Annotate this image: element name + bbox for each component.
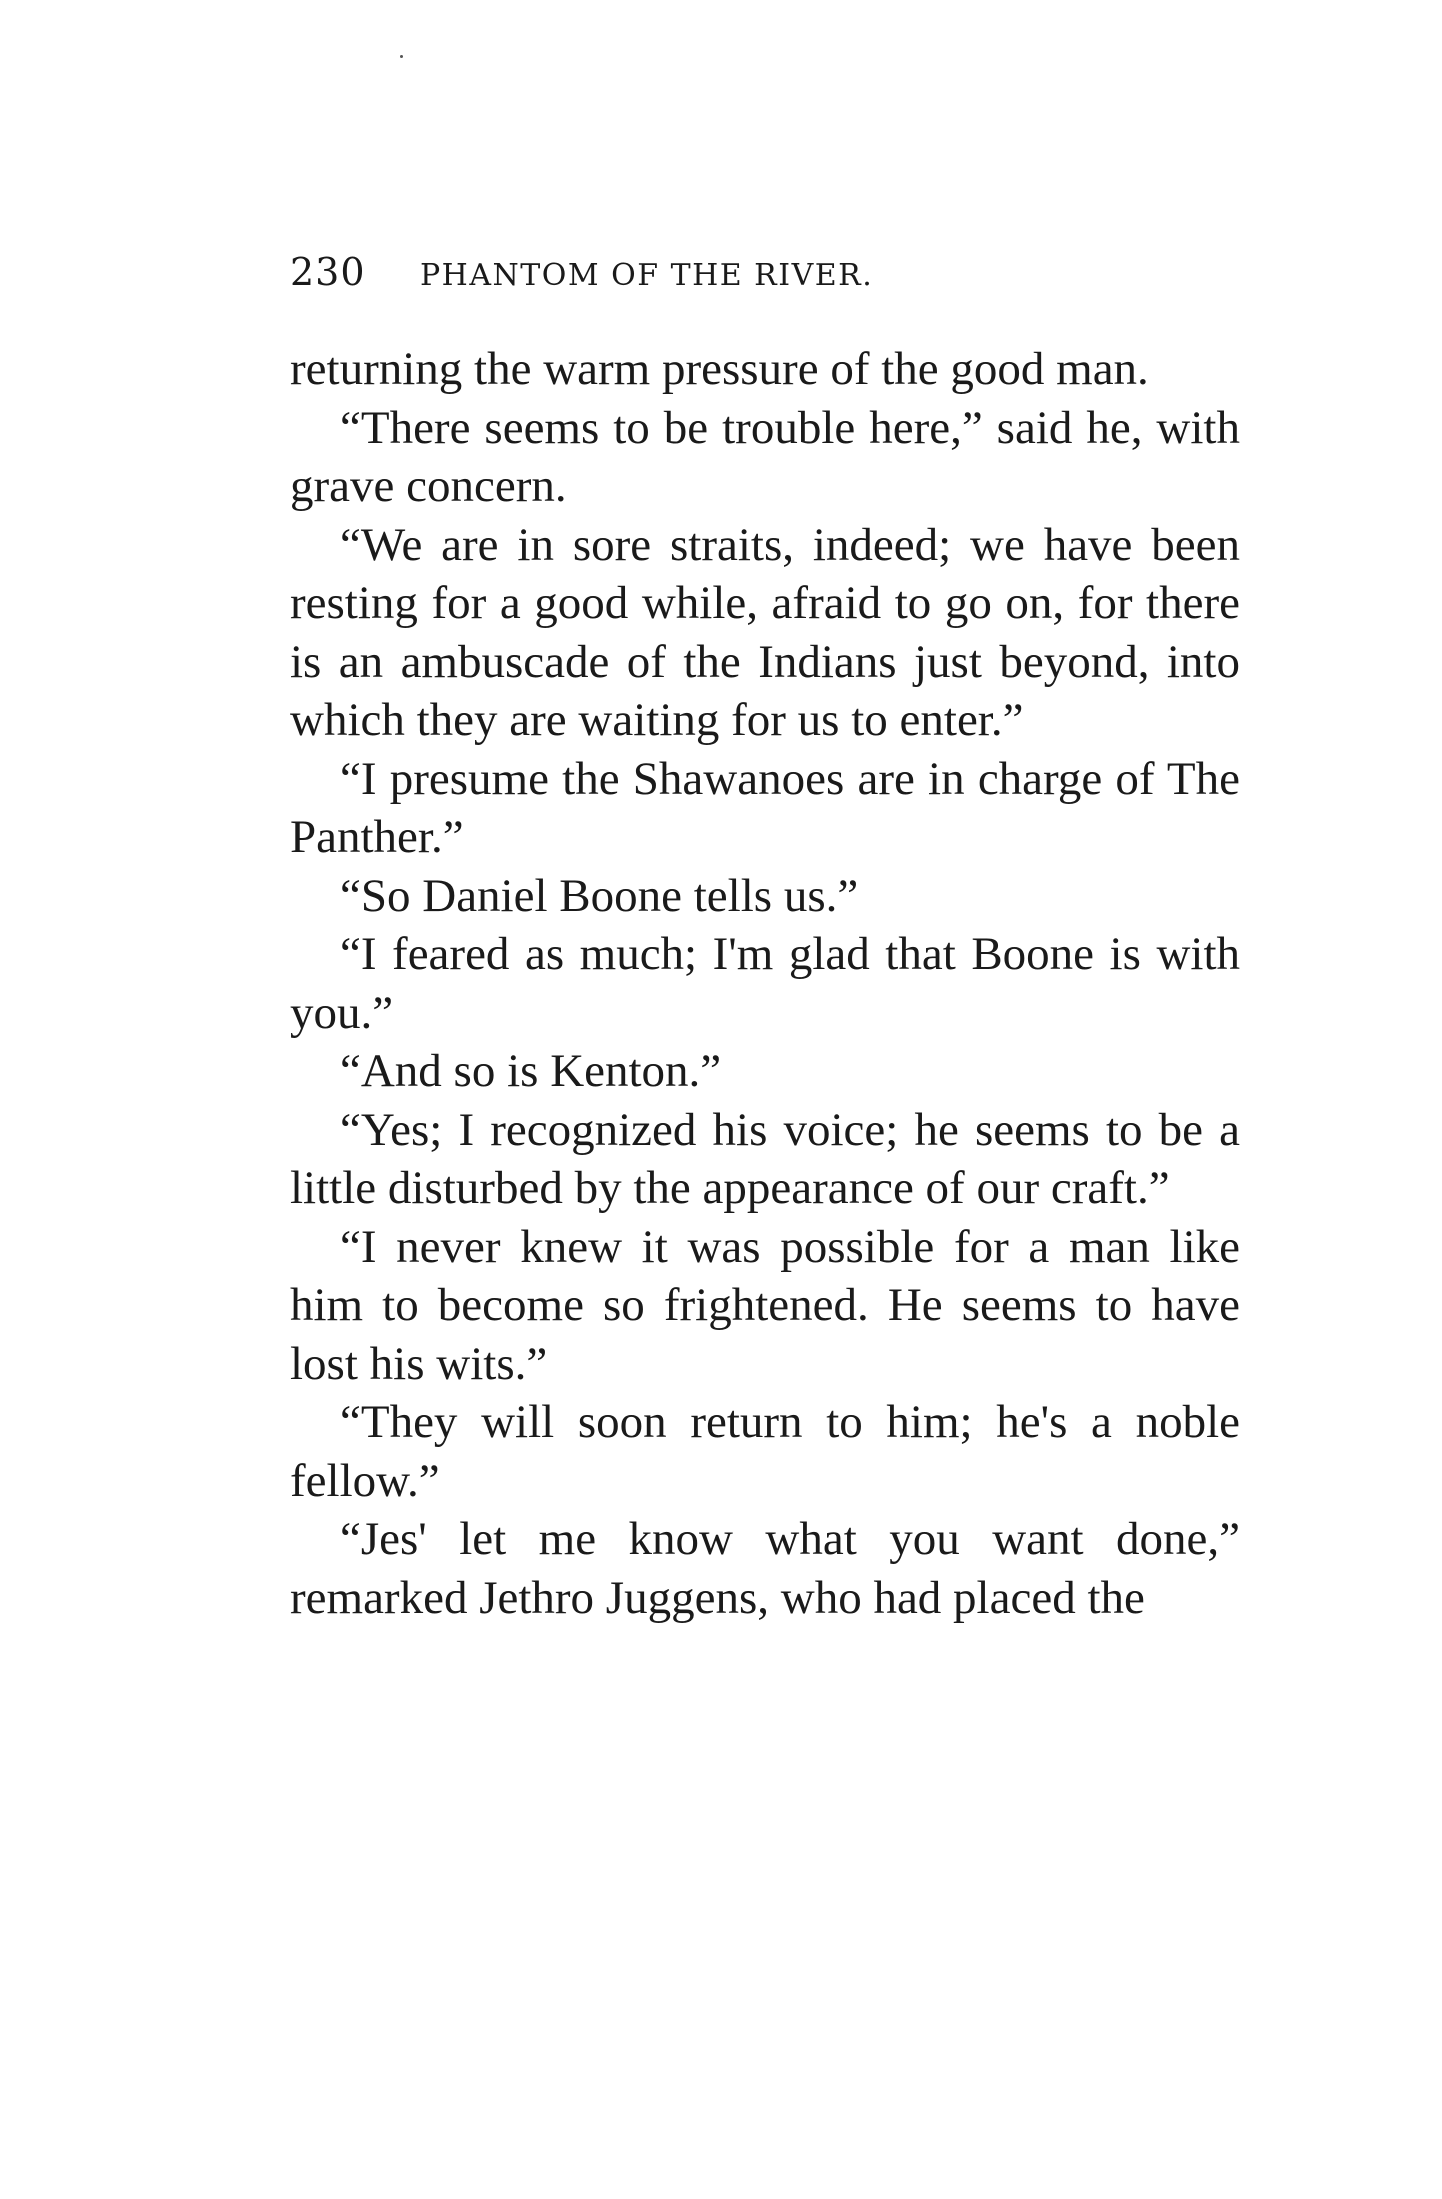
- paragraph: “I presume the Shawanoes are in charge of The Panther.”: [290, 752, 1240, 863]
- paragraph: “So Daniel Boone tells us.”: [340, 869, 859, 922]
- page-number: 230: [290, 250, 366, 294]
- paragraph: “I never knew it was possible for a man like him to become so frightened. He seems to have lost his wits.”: [290, 1220, 1240, 1390]
- ink-speck: [400, 55, 403, 58]
- paragraph: “Jes' let me know what you want done,” remarked Jethro Juggens, who had placed the: [290, 1513, 1240, 1624]
- paragraph: returning the warm pressure of the good man.: [290, 343, 1149, 395]
- paragraph: “And so is Kenton.”: [340, 1045, 722, 1097]
- paragraph: “We are in sore straits, indeed; we have been resting for a good while, afraid to go on, for there is an ambuscade of the Indians just beyond, into which they are waiting for us to enter.”: [290, 518, 1240, 746]
- paragraph: “I feared as much; I'm glad that Boone is with you.”: [290, 928, 1240, 1039]
- running-head: PHANTOM OF THE RIVER.: [420, 258, 874, 293]
- paragraph: “Yes; I recognized his voice; he seems to be a little disturbed by the appearance of our craft.”: [290, 1103, 1240, 1214]
- body-text: [290, 340, 1240, 1627]
- page-header: [290, 250, 1240, 310]
- paragraph: “There seems to be trouble here,” said he, with grave concern.: [290, 401, 1240, 512]
- paragraph: “They will soon return to him; he's a noble fellow.”: [290, 1396, 1240, 1507]
